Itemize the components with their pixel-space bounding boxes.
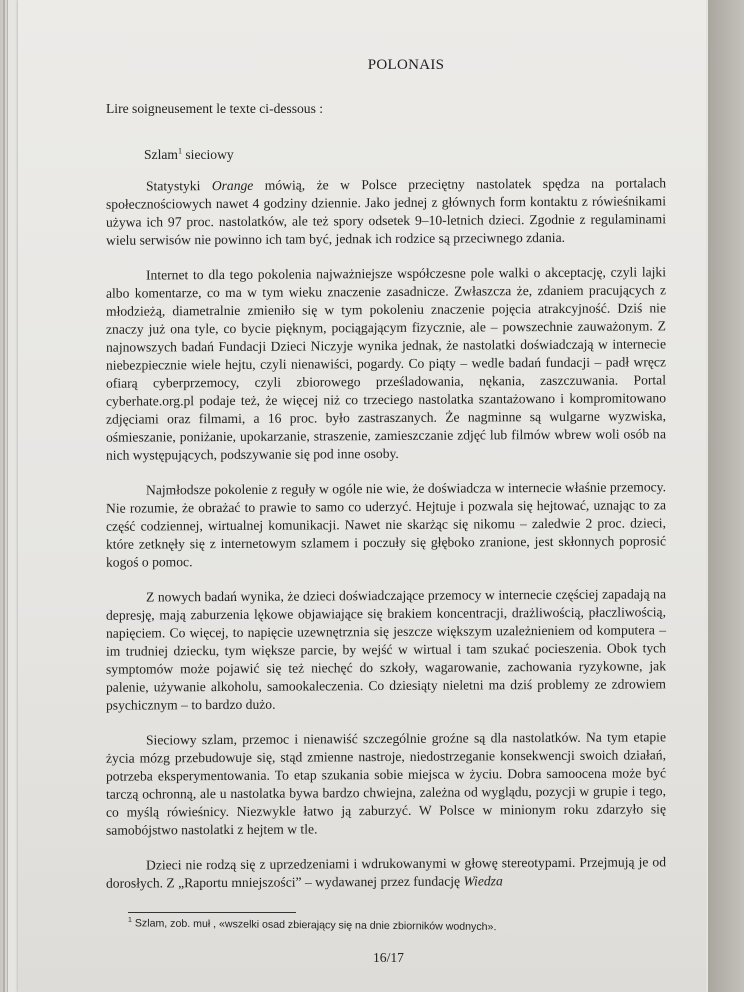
instruction-text: Lire soigneusement le texte ci-dessous : bbox=[106, 101, 324, 116]
paragraph-1-end: mówią, że w Polsce przeciętny nastolatek spędza na portalach społecznościowych nawet 4 godziny dziennie. Jako jednej z głównych form kontaktu z rówieśnikami używa ich 97 proc. nastolatków, ale też spory odsetek 9–10-letnich dzieci. Zgodnie z regulaminami wielu serwisów nie powinno ich tam być, jednak ich rodzice są przeciwnego zdania. bbox=[106, 175, 667, 248]
paragraph-6-italic: Wiedza bbox=[463, 873, 503, 889]
footnote-number: 1 bbox=[128, 916, 132, 924]
page-number: 16/17 bbox=[373, 950, 404, 965]
paragraph-6 bbox=[106, 853, 666, 892]
footnote-divider bbox=[128, 912, 296, 913]
footnote-text: Szlam, zob. muł , «wszelki osad zbierający się na dnie zbiorników wodnych». bbox=[131, 917, 497, 934]
paragraph-4: Z nowych badań wynika, że dzieci doświadczające przemocy w internecie częściej zapadają na depresję, mają zaburzenia lękowe objawiające się brakiem koncentracji, drażliwością, płaczliwością, napięciem. Co więcej, to napięcie uzewnętrznia się jeszcze większym uzależnieniem od komputera – im trudniej dziecku, tym większe parcie, by wejść w wirtual i tam szukać pocieszenia. Obok tych symptomów może pojawić się też niechęć do szkoły, wagarowanie, zachowania ryzykowne, jak palenie, używanie alkoholu, samookaleczenia. Co dziesiąty nieletni ma dziś problemy ze zdrowiem psychicznym – to bardzo dużo. bbox=[106, 586, 666, 713]
paragraph-1 bbox=[106, 174, 666, 249]
paragraph-5: Sieciowy szlam, przemoc i nienawiść szczególnie groźne są dla nastolatków. Na tym etapie życia mózg przebudowuje się, stąd zmienne nastroje, niedostrzeganie konsekwencji swoich działań, potrzeba eksperymentowania. To etap szukania sobie miejsca w życiu. Dobra samoocena może być tarczą ochronną, ale u nastolatka bywa bardzo chwiejna, zależna od wyglądu, pozycji w grupie i tego, co myślą rówieśnicy. Niezwykle łatwo ją zaburzyć. W Polsce w minionym roku zdarzyło się samobójstwo nastolatki z hejtem w tle. bbox=[106, 729, 666, 838]
heading-word-2: sieciowy bbox=[181, 147, 234, 162]
footnote bbox=[128, 917, 648, 934]
paragraph-3: Najmłodsze pokolenie z reguły w ogóle nie wie, że doświadcza w internecie właśnie przemocy. Nie rozumie, że obrażać to prawie to samo co uderzyć. Hejtuje i pozwala się hejtować, uznając to za część codziennej, wirtualnej komunikacji. Nawet nie skarżąc się nikomu – zaledwie 2 proc. dzieci, które zetknęły się z internetowym szlamem i poczuły się głęboko zranione, jest skłonnych poprosić kogoś o pomoc. bbox=[106, 479, 666, 570]
paragraph-1-italic: Orange bbox=[211, 177, 254, 194]
paragraph-2: Internet to dla tego pokolenia najważniejsze współczesne pole walki o akceptację, czyli lajki albo komentarze, co ma w tym wieku znaczenie zasadnicze. Zwłaszcza że, zdaniem pracujących z młodzieżą, diametralnie zmieniło się w tym pokoleniu znaczenie pojęcia atrakcyjność. Dziś nie znaczy już ona tyle, co bycie pięknym, pociągającym fizycznie, ale – powszechnie zauważonym. Z najnowszych badań Fundacji Dzieci Niczyje wynika jednak, że nastolatki doświadczają w internecie niebezpiecznie wiele hejtu, czyli nienawiści, pogardy. Co piąty – wedle badań fundacji – padł wręcz ofiarą cyberprzemocy, czyli zbiorowego prześladowania, nękania, zaszczuwania. Portal cyberhate.org.pl podaje też, że więcej niż co trzeciego nastolatka szantażowano i kompromitowano zdjęciami oraz filmami, a 16 proc. było zastraszanych. Że nagminne są wulgarne wyzwiska, ośmieszanie, poniżanie, upokarzanie, straszenie, zamieszczanie zdjęć lub filmów wbrew woli osób na nich występujących, podszywanie się pod inne osoby. bbox=[106, 264, 666, 463]
heading-word: Szlam bbox=[144, 147, 178, 162]
page-content bbox=[106, 56, 666, 891]
footnote-marker: 1 bbox=[177, 146, 182, 156]
paragraph-6-start: Dzieci nie rodzą się z uprzedzeniami i wdrukowanymi w głowę stereotypami. Przejmują je od dorosłych. Z „Raportu mniejszości” – wydawanej przez fundację bbox=[106, 854, 666, 891]
page-title: POLONAIS bbox=[367, 57, 445, 73]
paragraph-1-start: Statystyki bbox=[146, 178, 212, 194]
article-heading bbox=[144, 146, 666, 164]
document-page bbox=[18, 0, 706, 992]
background-shadow bbox=[708, 0, 744, 992]
